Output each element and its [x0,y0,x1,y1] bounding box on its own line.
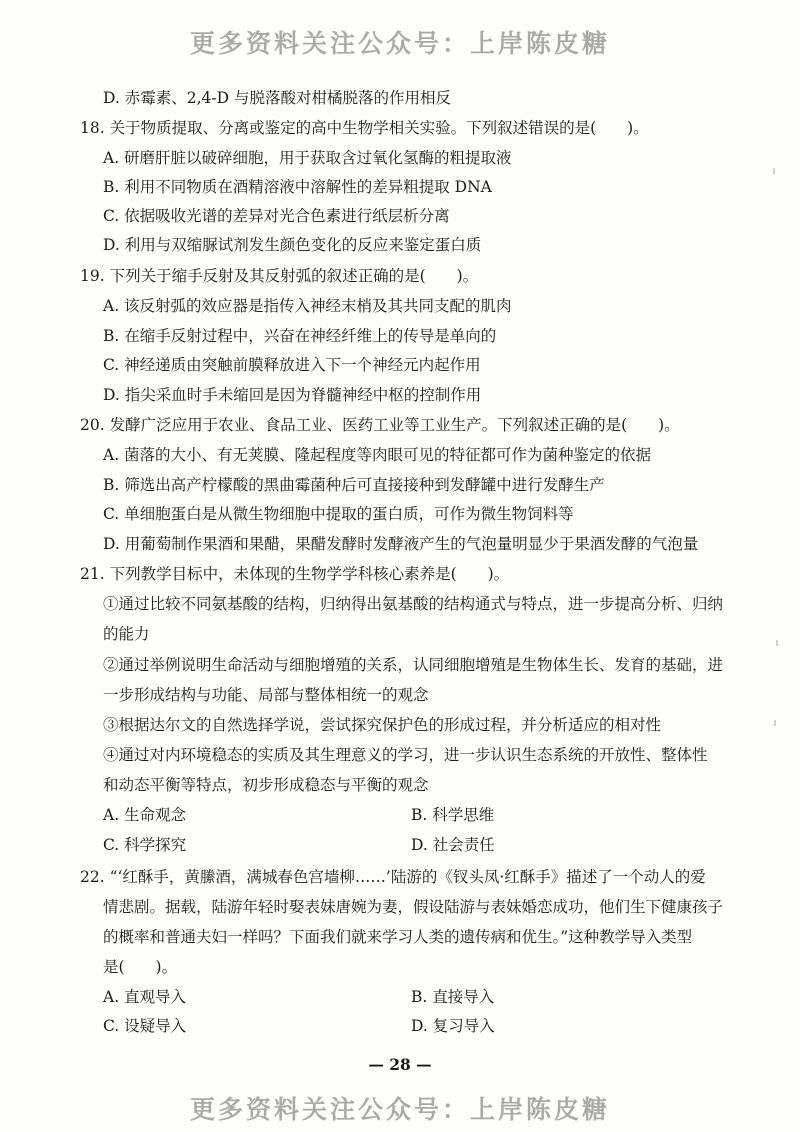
q18-option-d: D. 利用与双缩脲试剂发生颜色变化的反应来鉴定蛋白质 [103,236,482,254]
page-number: — 28 — [368,1055,432,1074]
q18-option-b: B. 利用不同物质在酒精溶液中溶解性的差异粗提取 DNA [103,178,492,196]
q21-option-c: C. 科学探究 [103,836,187,854]
q21-goal-1-cont: 的能力 [103,625,150,643]
q22-stem-cont-2: 的概率和普通夫妇一样吗？下面我们就来学习人类的遗传病和优生。”这种教学导入类型 [103,928,693,946]
q19-option-a: A. 该反射弧的效应器是指传入神经末梢及其共同支配的肌肉 [103,297,512,315]
q18-stem: 18. 关于物质提取、分离或鉴定的高中生物学相关实验。下列叙述错误的是( )。 [80,119,649,137]
watermark-bottom: 更多资料关注公众号：上岸陈皮糖 [189,1095,610,1124]
q22-option-a: A. 直观导入 [103,988,187,1006]
q21-goal-4-cont: 和动态平衡等特点，初步形成稳态与平衡的观念 [103,776,429,794]
q19-option-d: D. 指尖采血时手未缩回是因为脊髓神经中枢的控制作用 [103,386,482,404]
q20-option-a: A. 菌落的大小、有无荚膜、隆起程度等肉眼可见的特征都可作为菌种鉴定的依据 [103,446,652,464]
q19-option-b: B. 在缩手反射过程中，兴奋在神经纤维上的传导是单向的 [103,327,497,345]
q18-option-c: C. 依据吸收光谱的差异对光合色素进行纸层析分离 [103,207,450,225]
q21-goal-1: ①通过比较不同氨基酸的结构，归纳得出氨基酸的结构通式与特点，进一步提高分析、归纳 [103,595,724,613]
q21-goal-4: ④通过对内环境稳态的实质及其生理意义的学习，进一步认识生态系统的开放性、整体性 [103,746,708,764]
q20-stem: 20. 发酵广泛应用于农业、食品工业、医药工业等工业生产。下列叙述正确的是( )。 [80,416,680,434]
q20-option-b: B. 筛选出高产柠檬酸的黑曲霉菌种后可直接接种到发酵罐中进行发酵生产 [103,476,605,494]
scan-speck [773,168,775,174]
q21-goal-3: ③根据达尔文的自然选择学说，尝试探究保护色的形成过程，并分析适应的相对性 [103,716,662,734]
q19-option-c: C. 神经递质由突触前膜释放进入下一个神经元内起作用 [103,356,481,374]
q20-option-d: D. 用葡萄制作果酒和果醋，果醋发酵时发酵液产生的气泡量明显少于果酒发酵的气泡量 [103,535,699,553]
q21-stem: 21. 下列教学目标中，未体现的生物学学科核心素养是( )。 [80,565,510,583]
q22-stem: 22. “‘红酥手，黄縢酒，满城春色宫墙柳……’陆游的《钗头凤·红酥手》描述了一个动人的爱 [80,868,706,886]
watermark-top: 更多资料关注公众号：上岸陈皮糖 [189,29,610,58]
q21-goal-2: ②通过举例说明生命活动与细胞增殖的关系，认同细胞增殖是生物体生长、发育的基础，进 [103,656,724,674]
q22-stem-cont-3: 是( )。 [103,958,178,976]
q22-stem-cont-1: 情悲剧。据载，陆游年轻时娶表妹唐婉为妻，假设陆游与表妹婚恋成功，他们生下健康孩子 [103,898,724,916]
scan-speck [776,640,778,646]
q21-option-b: B. 科学思维 [411,806,495,824]
q19-stem: 19. 下列关于缩手反射及其反射弧的叙述正确的是( )。 [80,267,479,285]
q17-option-d: D. 赤霉素、2,4-D 与脱落酸对柑橘脱落的作用相反 [103,89,451,107]
q22-option-b: B. 直接导入 [411,988,495,1006]
q21-option-d: D. 社会责任 [411,836,495,854]
q22-option-c: C. 设疑导入 [103,1017,187,1035]
q22-option-d: D. 复习导入 [411,1017,495,1035]
q21-goal-2-cont: 一步形成结构与功能、局部与整体相统一的观念 [103,686,429,704]
q21-option-a: A. 生命观念 [103,806,187,824]
scan-speck [774,720,776,726]
q18-option-a: A. 研磨肝脏以破碎细胞，用于获取含过氧化氢酶的粗提取液 [103,149,512,167]
q20-option-c: C. 单细胞蛋白是从微生物细胞中提取的蛋白质，可作为微生物饲料等 [103,505,574,523]
